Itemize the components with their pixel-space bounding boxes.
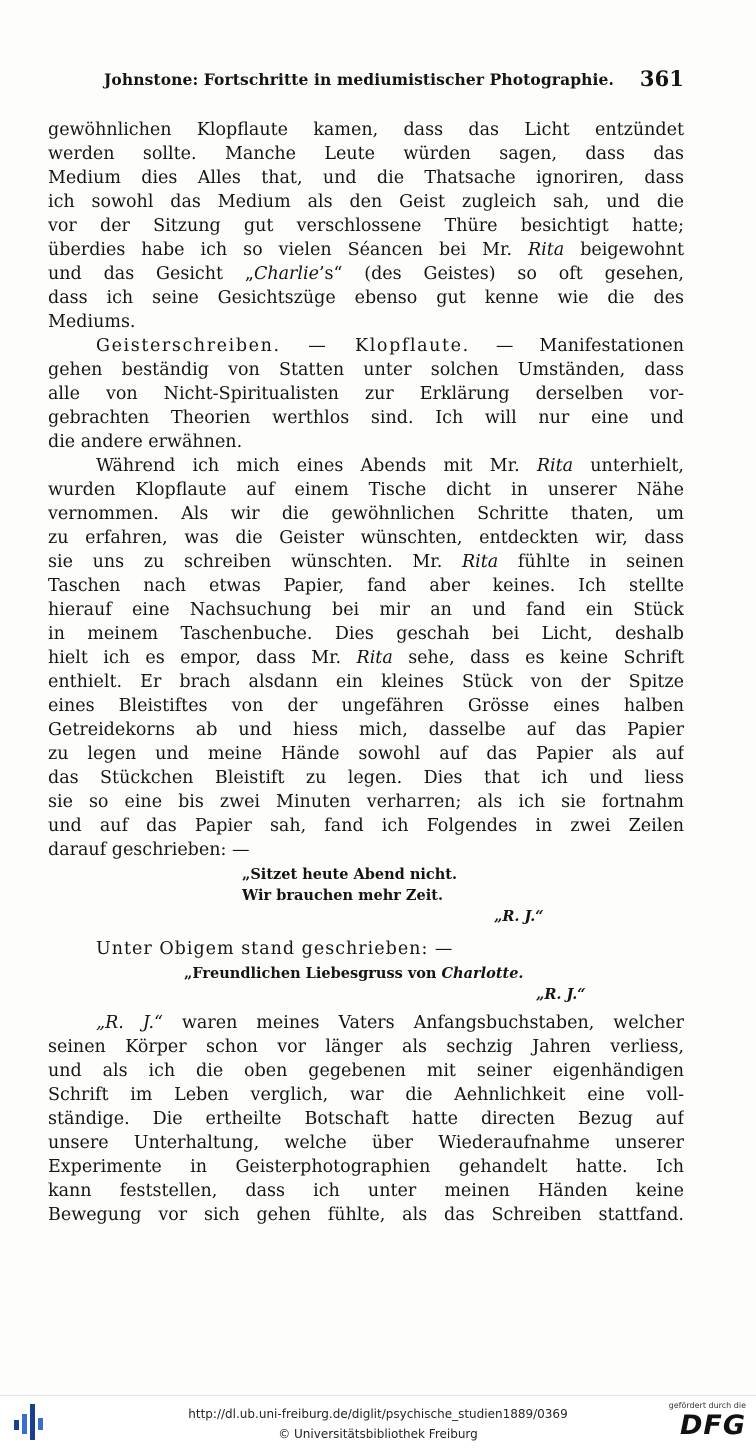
text-line: Getreidekorns ab und hiess mich, dasselbe auf das Papier (48, 720, 684, 740)
text-line: kann feststellen, dass ich unter meinen Händen keine (48, 1181, 684, 1201)
text-line: darauf geschrieben: — (48, 840, 250, 860)
text-line: vor der Sitzung gut verschlossene Thüre besichtigt hatte; (48, 216, 684, 236)
text-run: Während ich mich eines Abends mit Mr. (96, 456, 537, 476)
text-run: fühlte in seinen (498, 552, 684, 572)
text-run: beigewohnt (564, 240, 684, 260)
quote-signature: „R. J.“ (494, 908, 544, 925)
permalink-url[interactable]: http://dl.ub.uni-freiburg.de/diglit/psychische_studien1889/0369 (188, 1407, 568, 1421)
text-line: werden sollte. Manche Leute würden sagen, dass das (48, 144, 684, 164)
paragraph (48, 118, 684, 334)
text-run: hielt ich es empor, dass Mr. (48, 648, 357, 668)
italic-name: Charlie (253, 264, 319, 284)
quote-line (48, 963, 684, 984)
section-heading: Geisterschreiben. — Klopflaute. (96, 336, 470, 356)
text-line: vernommen. Als wir die gewöhnlichen Schritte thaten, um (48, 504, 684, 524)
italic-name: Rita (536, 456, 574, 476)
text-body (48, 118, 684, 1227)
text-line (48, 550, 684, 574)
text-line: dass ich seine Gesichtszüge ebenso gut kenne wie die des (48, 288, 684, 308)
text-line: gebrachten Theorien werthlos sind. Ich will nur eine und (48, 408, 684, 428)
text-line (48, 238, 684, 262)
quoted-message (48, 963, 684, 1005)
text-line (48, 646, 684, 670)
text-line: und auf das Papier sah, fand ich Folgendes in zwei Zeilen (48, 816, 684, 836)
text-line (48, 1011, 684, 1035)
paragraph (48, 334, 684, 454)
text-line: unsere Unterhaltung, welche über Wiederaufnahme unserer (48, 1133, 684, 1153)
quoted-message (48, 864, 684, 927)
text-run: — Manifestationen (469, 336, 684, 356)
text-line: seinen Körper schon vor länger als sechzig Jahren verliess, (48, 1037, 684, 1057)
text-run: sie uns zu schreiben wünschten. Mr. (48, 552, 462, 572)
text-line: eines Bleistiftes von der ungefähren Grösse eines halben (48, 696, 684, 716)
funding-note: gefördert durch die (668, 1401, 746, 1410)
text-run: unterhielt, (573, 456, 684, 476)
text-line: Medium dies Alles that, und die Thatsache ignoriren, dass (48, 168, 684, 188)
text-line: Schrift im Leben verglich, war die Aehnlichkeit eine voll- (48, 1085, 684, 1105)
italic-name: Rita (356, 648, 393, 668)
text-line: zu legen und meine Hände sowohl auf das Papier als auf (48, 744, 684, 764)
text-line: Mediums. (48, 312, 136, 332)
text-line (48, 262, 684, 286)
running-title: Johnstone: Fortschritte in mediumistischer Photographie. (104, 70, 614, 89)
quote-signature: „R. J.“ (536, 986, 586, 1003)
text-run: ’s“ (des Geistes) so oft gesehen, (318, 264, 684, 284)
text-line: sie so eine bis zwei Minuten verharren; als ich sie fortnahm (48, 792, 684, 812)
dfg-logo-icon: DFG (679, 1410, 746, 1441)
text-line: Bewegung vor sich gehen fühlte, als das Schreiben stattfand. (48, 1205, 684, 1225)
text-line: Experimente in Geisterphotographien gehandelt hatte. Ich (48, 1157, 684, 1177)
text-line: zu erfahren, was die Geister wünschten, entdeckten wir, dass (48, 528, 684, 548)
paragraph (48, 1011, 684, 1227)
text-line: in meinem Taschenbuche. Dies geschah bei Licht, deshalb (48, 624, 684, 644)
italic-name: Rita (528, 240, 565, 260)
text-run: „Freundlichen Liebesgruss von (184, 965, 442, 982)
text-line: ich sowohl das Medium als den Geist zugleich sah, und die (48, 192, 684, 212)
text-line: gehen beständig von Statten unter solchen Umständen, dass (48, 360, 684, 380)
text-line: wurden Klopflaute auf einem Tische dicht in unserer Nähe (48, 480, 684, 500)
running-header (104, 64, 684, 94)
text-line: enthielt. Er brach alsdann ein kleines Stück von der Spitze (48, 672, 684, 692)
text-line: ständige. Die ertheilte Botschaft hatte directen Bezug auf (48, 1109, 684, 1129)
text-run: und das Gesicht „ (48, 264, 254, 284)
italic-name: Charlotte. (441, 965, 524, 982)
viewer-footer (0, 1395, 756, 1449)
text-line: Unter Obigem stand geschrieben: — (96, 939, 454, 959)
italic-name: Rita (461, 552, 499, 572)
text-line: alle von Nicht-Spiritualisten zur Erklärung derselben vor- (48, 384, 684, 404)
text-line: gewöhnlichen Klopflaute kamen, dass das Licht entzündet (48, 120, 684, 140)
italic-initials: „R. J.“ (96, 1013, 163, 1033)
text-line (48, 334, 684, 358)
text-line: Taschen nach etwas Papier, fand aber keines. Ich stellte (48, 576, 684, 596)
text-line: und als ich die oben gegebenen mit seiner eigenhändigen (48, 1061, 684, 1081)
page-number: 361 (639, 66, 684, 91)
text-line: das Stückchen Bleistift zu legen. Dies that ich und liess (48, 768, 684, 788)
text-run: überdies habe ich so vielen Séancen bei Mr. (48, 240, 528, 260)
text-line (48, 454, 684, 478)
quote-line: „Sitzet heute Abend nicht. (242, 866, 458, 883)
quote-line: Wir brauchen mehr Zeit. (242, 887, 443, 904)
text-line: die andere erwähnen. (48, 432, 243, 452)
paragraph (48, 454, 684, 862)
copyright-notice: © Universitätsbibliothek Freiburg (278, 1427, 478, 1441)
text-line: hierauf eine Nachsuchung bei mir an und fand ein Stück (48, 600, 684, 620)
text-run: waren meines Vaters Anfangsbuchstaben, welcher (162, 1013, 684, 1033)
text-run: sehe, dass es keine Schrift (392, 648, 684, 668)
